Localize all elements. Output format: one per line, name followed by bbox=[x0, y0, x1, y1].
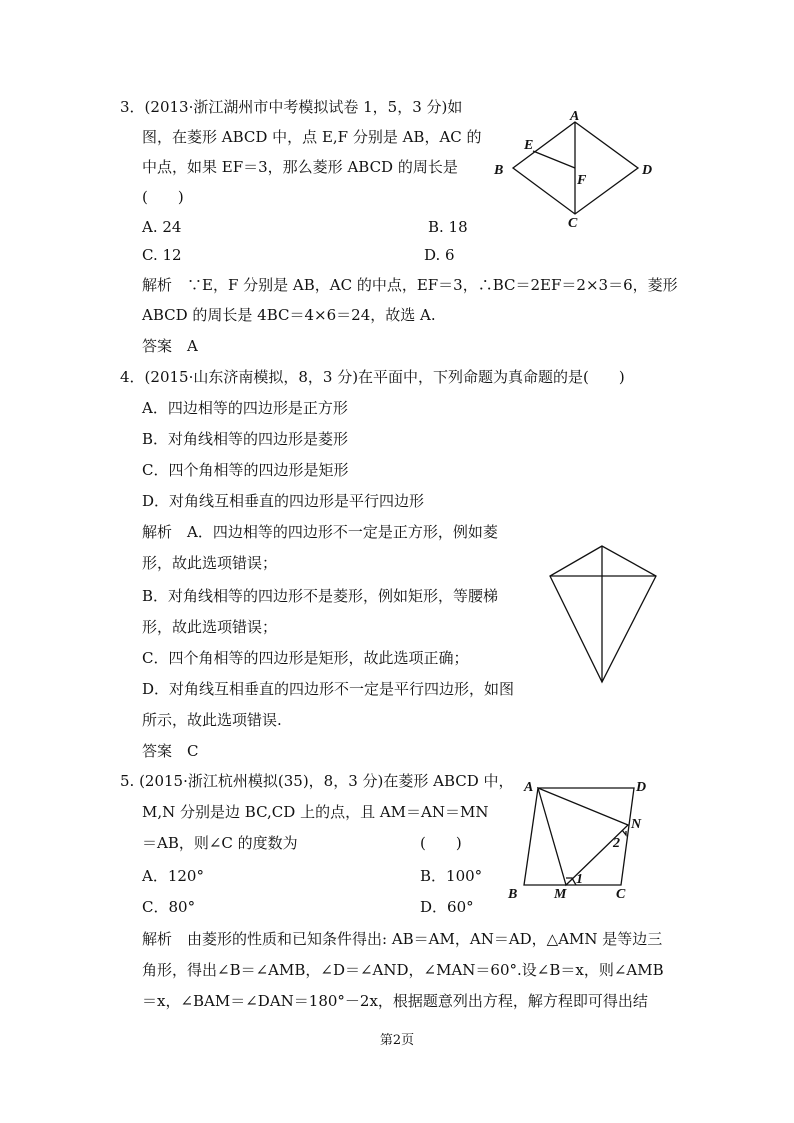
q4-analysis-line1: 解析 A．四边相等的四边形不一定是正方形，例如菱 bbox=[142, 523, 498, 541]
label-angle-1: 1 bbox=[576, 872, 583, 887]
q4-analysis-line5: C．四个角相等的四边形是矩形，故此选项正确； bbox=[142, 649, 469, 667]
q5-option-c: C．80° bbox=[142, 898, 196, 916]
q4-option-c: C．四个角相等的四边形是矩形 bbox=[142, 461, 349, 479]
label-b: B bbox=[494, 163, 504, 178]
q4-option-b: B．对角线相等的四边形是菱形 bbox=[142, 430, 349, 448]
label-c: C bbox=[616, 887, 626, 902]
angle-2-arc bbox=[622, 830, 626, 835]
q3-option-b: B. 18 bbox=[428, 218, 468, 236]
label-d: D bbox=[642, 163, 653, 178]
q3-stem-line2: 图，在菱形 ABCD 中，点 E,F 分别是 AB，AC 的 bbox=[142, 128, 482, 146]
q3-stem-line3: 中点，如果 EF＝3，那么菱形 ABCD 的周长是 bbox=[142, 158, 458, 176]
page-number: 第2页 bbox=[379, 1033, 415, 1048]
label-m: M bbox=[554, 887, 567, 902]
label-d: D bbox=[636, 780, 647, 795]
q3-analysis-line2: ABCD 的周长是 4BC＝4×6＝24，故选 A. bbox=[142, 306, 436, 324]
q3-option-c: C. 12 bbox=[142, 246, 182, 264]
label-a: A bbox=[570, 109, 580, 124]
q4-analysis-line4: 形，故此选项错误； bbox=[142, 618, 278, 636]
q5-answer-paren: ( ) bbox=[420, 834, 462, 852]
q5-analysis-line3: ＝x，∠BAM＝∠DAN＝180°－2x，根据题意列出方程，解方程即可得出结 bbox=[142, 992, 648, 1010]
q5-option-a: A．120° bbox=[142, 867, 204, 885]
kite bbox=[550, 546, 656, 682]
q4-stem: 4．(2015·山东济南模拟，8，3 分)在平面中，下列命题为真命题的是( ) bbox=[120, 368, 625, 386]
q5-option-d: D．60° bbox=[420, 898, 474, 916]
label-c: C bbox=[568, 216, 578, 231]
q4-kite-figure bbox=[544, 540, 664, 688]
q4-option-a: A．四边相等的四边形是正方形 bbox=[142, 399, 348, 417]
label-e: E bbox=[524, 138, 534, 153]
q4-answer: 答案 C bbox=[142, 742, 199, 760]
q5-option-b: B．100° bbox=[420, 867, 483, 885]
q3-option-d: D. 6 bbox=[424, 246, 455, 264]
q3-stem-line4: ( ) bbox=[142, 188, 184, 206]
q5-stem-line3: ＝AB，则∠C 的度数为 bbox=[142, 834, 298, 852]
segment-ef bbox=[533, 151, 575, 168]
q4-analysis-line3: B．对角线相等的四边形不是菱形，例如矩形，等腰梯 bbox=[142, 587, 499, 605]
q3-analysis-line1: 解析 ∵E，F 分别是 AB，AC 的中点，EF＝3，∴BC＝2EF＝2×3＝6，菱形 bbox=[142, 276, 678, 294]
q4-analysis-line2: 形，故此选项错误； bbox=[142, 554, 278, 572]
q3-rhombus-figure bbox=[488, 106, 668, 230]
label-f: F bbox=[577, 173, 587, 188]
q5-analysis-line1: 解析 由菱形的性质和已知条件得出: AB＝AM，AN＝AD，△AMN 是等边三 bbox=[142, 930, 663, 948]
q5-analysis-line2: 角形，得出∠B＝∠AMB，∠D＝∠AND，∠MAN＝60°.设∠B＝x，则∠AMB bbox=[142, 961, 664, 979]
q4-analysis-line7: 所示，故此选项错误. bbox=[142, 711, 282, 729]
label-n: N bbox=[631, 817, 642, 832]
q3-stem-line1: 3．(2013·浙江湖州市中考模拟试卷 1，5，3 分)如 bbox=[120, 98, 463, 116]
q5-stem-line2: M,N 分别是边 BC,CD 上的点，且 AM＝AN＝MN bbox=[142, 803, 489, 821]
label-a: A bbox=[524, 780, 534, 795]
q3-option-a: A. 24 bbox=[142, 218, 182, 236]
q3-answer: 答案 A bbox=[142, 337, 198, 355]
q4-analysis-line6: D．对角线互相垂直的四边形不一定是平行四边形，如图 bbox=[142, 680, 515, 698]
q5-stem-line1: 5. (2015·浙江杭州模拟(35)，8，3 分)在菱形 ABCD 中， bbox=[120, 772, 514, 790]
q4-option-d: D．对角线互相垂直的四边形是平行四边形 bbox=[142, 492, 425, 510]
label-angle-2: 2 bbox=[613, 836, 620, 851]
label-b: B bbox=[508, 887, 518, 902]
q5-rhombus-figure bbox=[506, 775, 656, 905]
